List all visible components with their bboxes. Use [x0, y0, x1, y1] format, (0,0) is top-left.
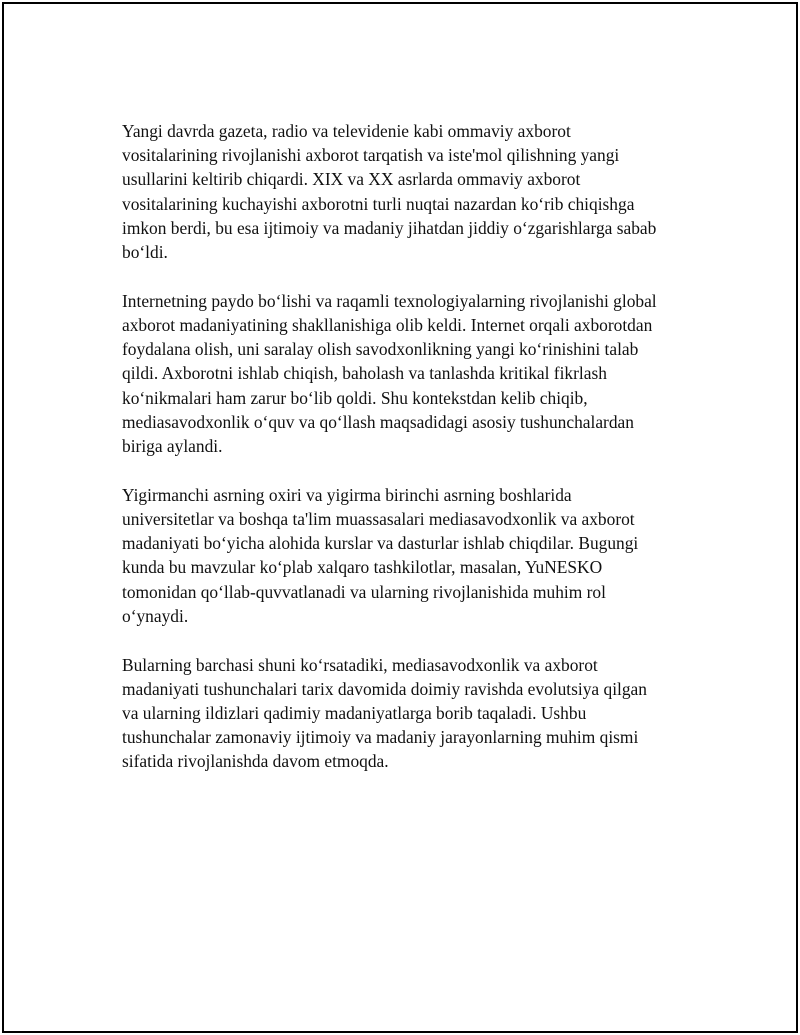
paragraph-3: Yigirmanchi asrning oxiri va yigirma birinchi asrning boshlarida universitetlar va boshqa ta'lim muassasalari mediasavodxonlik va axborot madaniyati boʻyicha alohida kurslar va dasturlar ishlab chiqdilar. Bugungi kunda bu mavzular koʻplab xalqaro tashkilotlar, masalan, YuNESKO tomonidan qoʻllab-quvvatlanadi va ularning rivojlanishida muhim rol oʻynaydi.	[122, 484, 639, 626]
page-frame	[2, 2, 798, 1033]
document-body	[122, 119, 702, 798]
paragraph-4: Bularning barchasi shuni koʻrsatadiki, mediasavodxonlik va axborot madaniyati tushunchalari tarix davomida doimiy ravishda evolutsiya qilgan va ularning ildizlari qadimiy madaniyatlarga borib taqaladi. Ushbu tushunchalar zamonaviy ijtimoiy va madaniy jarayonlarning muhim qismi sifatida rivojlanishda davom etmoqda.	[122, 654, 647, 772]
paragraph-1: Yangi davrda gazeta, radio va televidenie kabi ommaviy axborot vositalarining rivojlanishi axborot tarqatish va iste'mol qilishning yangi usullarini keltirib chiqardi. XIX va XX asrlarda ommaviy axborot vositalarining kuchayishi axborotni turli nuqtai nazardan koʻrib chiqishga imkon berdi, bu esa ijtimoiy va madaniy jihatdan jiddiy oʻzgarishlarga sabab boʻldi.	[122, 121, 657, 263]
paragraph-2: Internetning paydo boʻlishi va raqamli texnologiyalarning rivojlanishi global axborot madaniyatining shakllanishiga olib keldi. Internet orqali axborotdan foydalana olish, uni saralay olish savodxonlikning yangi koʻrinishini talab qildi. Axborotni ishlab chiqish, baholash va tanlashda kritikal fikrlash koʻnikmalari ham zarur boʻlib qoldi. Shu kontekstdan kelib chiqib, mediasavodxonlik oʻquv va qoʻllash maqsadidagi asosiy tushunchalardan biriga aylandi.	[122, 290, 657, 457]
